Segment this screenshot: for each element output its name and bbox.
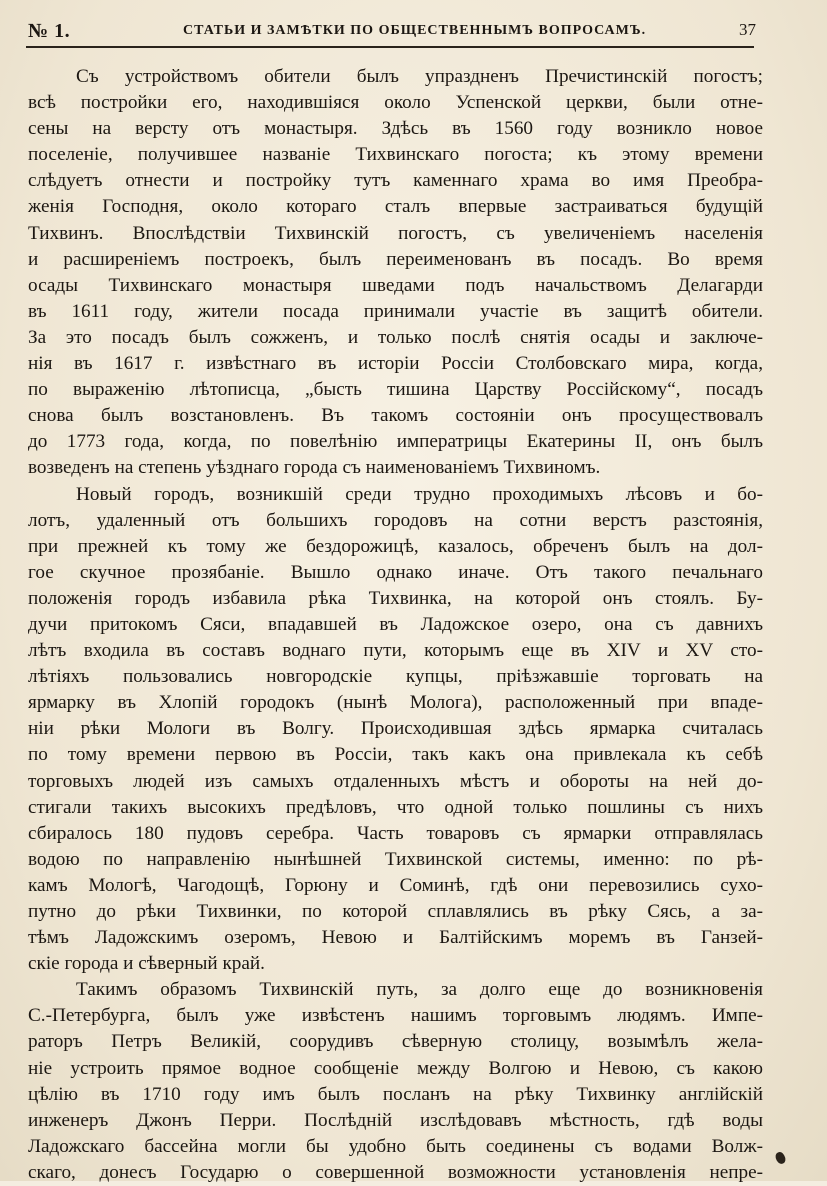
text-line: Новый городъ, возникшій среди трудно проходимыхъ лѣсовъ и бо- [76, 483, 763, 505]
text-line: всѣ постройки его, находившіяся около Успенской церкви, были отне- [28, 92, 763, 114]
text-line: Тихвинъ. Впослѣдствіи Тихвинскій погостъ, съ увеличеніемъ населенія [28, 222, 763, 244]
text-line: и расширеніемъ построекъ, былъ переименованъ въ посадъ. Во время [28, 248, 763, 270]
text-line: торговыхъ людей изъ самыхъ отдаленныхъ мѣстъ и обороты на ней до- [28, 770, 763, 792]
text-line: Ладожскаго бассейна могли бы удобно быть соединены съ водами Волж- [28, 1135, 763, 1157]
ink-spot [774, 1151, 788, 1166]
text-line: гое скучное прозябаніе. Вышло однако иначе. Отъ такого печальнаго [28, 561, 763, 583]
text-line: въ 1611 году, жители посада принимали участіе въ защитѣ обители. [28, 300, 763, 322]
running-header [28, 14, 756, 48]
text-line: дучи притокомъ Сяси, впадавшей въ Ладожское озеро, она съ давнихъ [28, 613, 763, 635]
text-line: женія Господня, около котораго сталъ впервые застраиваться будущій [28, 196, 763, 218]
text-line: поселеніе, получившее названіе Тихвинскаго погоста; къ этому времени [28, 144, 763, 166]
text-line: тѣмъ Ладожскимъ озеромъ, Невою и Балтійскимъ моремъ въ Ганзей- [28, 927, 763, 949]
text-line: по тому времени первою въ Россіи, такъ какъ она привлекала къ себѣ [28, 744, 763, 766]
text-line: возведенъ на степень уѣзднаго города съ наименованіемъ Тихвиномъ. [28, 457, 601, 479]
text-line: ярмарку въ Хлопій городокъ (нынѣ Молога), расположенный при впаде- [28, 692, 763, 714]
text-line: лотъ, удаленный отъ большихъ городовъ на сотни верстъ разстоянія, [28, 509, 763, 531]
page-number: 37 [739, 20, 756, 39]
text-line: Съ устройствомъ обители былъ упраздненъ Пречистинскій погостъ; [76, 66, 763, 87]
text-line: при прежней къ тому же бездорожицѣ, казалось, обреченъ былъ на дол- [28, 535, 763, 557]
text-line: лѣтіяхъ пользовались новгородскіе купцы, пріѣзжавшіе торговать на [28, 666, 763, 688]
text-line: ніи рѣки Мологи въ Волгу. Происходившая здѣсь ярмарка считалась [28, 718, 763, 740]
article-body [28, 64, 763, 1186]
text-line: ніе устроить прямое водное сообщеніе между Волгою и Невою, съ какою [28, 1057, 763, 1079]
text-line: слѣдуетъ отнести и постройку тутъ каменнаго храма во имя Преобра- [28, 170, 763, 192]
text-line: нія въ 1617 г. извѣстнаго въ исторіи Россіи Столбовскаго мира, когда, [28, 353, 763, 375]
text-line: по выраженію лѣтописца, „бысть тишина Царству Россійскому“, посадъ [28, 379, 763, 401]
text-line: За это посадъ былъ сожженъ, и только послѣ снятія осады и заключе- [28, 326, 763, 348]
text-line: Такимъ образомъ Тихвинскій путь, за долго еще до возникновенія [76, 979, 763, 1001]
text-line: водою по направленію нынѣшней Тихвинской системы, именно: по рѣ- [28, 848, 763, 870]
text-line: стигали такихъ высокихъ предѣловъ, что одной только пошлины съ нихъ [28, 796, 763, 818]
text-line: цѣлію въ 1710 году имъ былъ посланъ на рѣку Тихвинку англійскій [28, 1083, 763, 1105]
text-line: положенія городъ избавила рѣка Тихвинка, на которой онъ стоялъ. Бу- [28, 587, 763, 609]
header-rule [26, 46, 754, 48]
text-line: инженеръ Джонъ Перри. Послѣдній изслѣдовавъ мѣстность, гдѣ воды [28, 1109, 763, 1131]
text-line: лѣтъ входила въ составъ воднаго пути, которымъ еще въ XIV и XV сто- [28, 640, 763, 662]
text-line: путно до рѣки Тихвинки, по которой сплавлялись въ рѣку Сясь, а за- [28, 901, 763, 922]
issue-number: № 1. [28, 20, 71, 42]
text-line: С.-Петербурга, былъ уже извѣстенъ нашимъ торговымъ людямъ. Импе- [28, 1005, 763, 1027]
text-line: раторъ Петръ Великій, соорудивъ сѣверную столицу, возымѣлъ жела- [28, 1031, 763, 1053]
text-line: осады Тихвинскаго монастыря шведами подъ начальствомъ Делагарди [28, 274, 763, 296]
text-line: снова былъ возстановленъ. Въ такомъ состояніи онъ просуществовалъ [28, 405, 763, 427]
text-line: скіе города и сѣверный край. [28, 953, 265, 975]
text-line: сбиралось 180 пудовъ серебра. Часть товаровъ съ ярмарки отправлялась [28, 822, 763, 844]
text-line: сены на версту отъ монастыря. Здѣсь въ 1560 году возникло новое [28, 118, 763, 140]
section-title: СТАТЬИ И ЗАМѢТКИ ПО ОБЩЕСТВЕННЫМЪ ВОПРОСАМЪ. [183, 23, 647, 38]
text-line: до 1773 года, когда, по повелѣнію императрицы Екатерины II, онъ былъ [28, 431, 763, 453]
text-line: скаго, донесъ Государю о совершенной возможности установленія непре- [28, 1161, 763, 1183]
text-line: камъ Мологѣ, Чагодощѣ, Горюну и Соминѣ, гдѣ они перевозились сухо- [28, 874, 763, 896]
